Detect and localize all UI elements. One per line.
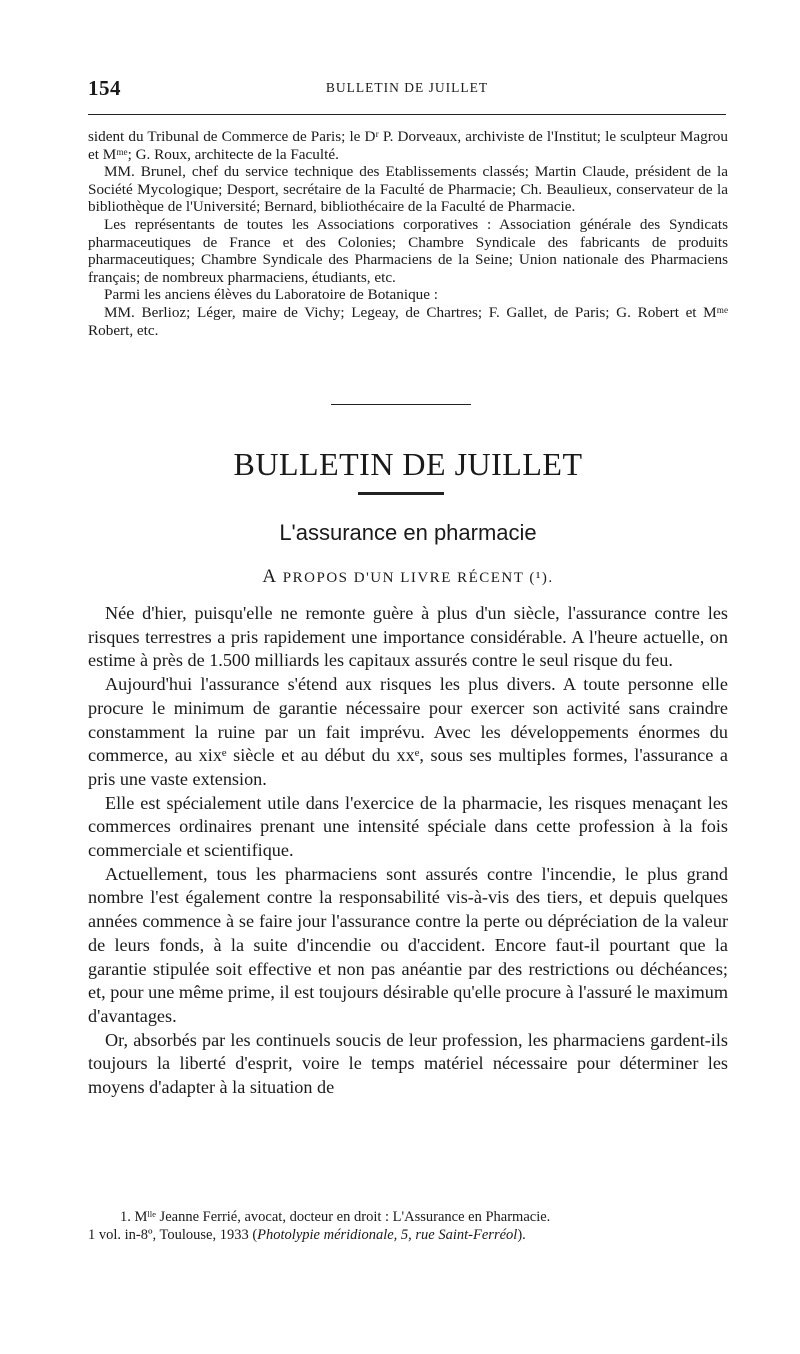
bulletin-title: BULLETIN DE JUILLET	[233, 446, 583, 482]
paragraph: Parmi les anciens élèves du Laboratoire de Botanique :	[104, 286, 439, 304]
previous-section-text	[88, 128, 728, 339]
footnote	[88, 1208, 728, 1244]
paragraph: MM. Berlioz; Léger, maire de Vichy; Legeay, de Chartres; F. Gallet, de Paris; G. Robert et Mᵐᵉ Robert, etc.	[88, 303, 728, 339]
page-number: 154	[88, 76, 121, 100]
paragraph: MM. Brunel, chef du service technique des Etablissements classés; Martin Claude, président de la Société Mycologique; Desport, secrétaire de la Faculté de Pharmacie; Ch. Beaulieux, conservateur de la bibliothèque de l'Université; Bernard, bibliothécaire de la Faculté de Pharmacie.	[88, 163, 728, 216]
paragraph: Aujourd'hui l'assurance s'étend aux risques les plus divers. A toute personne elle procure le minimum de garantie nécessaire pour exercer son activité sans craindre constamment la ruine par un fait imprévu. Avec les développements énormes du commerce, au xixᵉ siècle et au début du xxᵉ, sous ses multiples formes, l'assurance a pris une vaste extension.	[88, 674, 728, 789]
header-rule	[88, 114, 726, 115]
footnote-text: 1 vol. in-8º, Toulouse, 1933 (	[88, 1227, 258, 1243]
paragraph: sident du Tribunal de Commerce de Paris; le Dʳ P. Dorveaux, archiviste de l'Institut; le sculpteur Magrou et Mᵐᵉ; G. Roux, architecte de la Faculté.	[88, 128, 728, 163]
section-divider	[331, 404, 471, 405]
footnote-line	[88, 1226, 728, 1244]
paragraph: Née d'hier, puisqu'elle ne remonte guère à plus d'un siècle, l'assurance contre les risques terrestres a pris rapidement une importance considérable. A l'heure actuelle, on estime à près de 1.500 milliards les capitaux assurés contre le seul risque du feu.	[88, 603, 728, 671]
running-head: BULLETIN DE JUILLET	[325, 80, 489, 95]
article-title: L'assurance en pharmacie	[279, 520, 537, 545]
footnote-text: ).	[517, 1227, 526, 1243]
subtitle-text: PROPOS D'UN LIVRE RÉCENT	[282, 570, 525, 586]
page-header	[88, 74, 726, 104]
footnote-line: 1. Mˡˡᵉ Jeanne Ferrié, avocat, docteur en droit : L'Assurance en Pharmacie.	[120, 1209, 551, 1225]
subtitle-initial: A	[262, 566, 278, 587]
paragraph: Les représentants de toutes les Associations corporatives : Association générale des Syndicats pharmaceutiques de France et des Colonies; Chambre Syndicale des fabricants de produits pharmaceutiques; Chambre Syndicale des Pharmaciens de la Seine; Union nationale des Pharmaciens français; de nombreux pharmaciens, étudiants, etc.	[88, 215, 728, 286]
paragraph: Or, absorbés par les continuels soucis de leur profession, les pharmaciens gardent-ils toujours la liberté d'esprit, voire le temps matériel nécessaire pour déterminer les moyens d'adapter à la situation de	[88, 1029, 728, 1098]
article-subtitle	[88, 566, 728, 588]
paragraph: Actuellement, tous les pharmaciens sont assurés contre l'incendie, le plus grand nombre l'est également contre la responsabilité vis-à-vis des tiers, et depuis quelques années commence à se faire jour l'assurance contre la perte ou dépréciation de la valeur de leurs fonds, à la suite d'incendie ou d'accident. Encore faut-il pourtant que la garantie stipulée soit effective et non pas anéantie par des restrictions ou déchéances; et, pour une même prime, il est toujours désirable qu'elle procure à l'assuré le maximum d'avantages.	[88, 863, 728, 1026]
footnote-ref: (¹).	[529, 570, 554, 586]
paragraph: Elle est spécialement utile dans l'exercice de la pharmacie, les risques menaçant les commerces ordinaires prenant une intensité spéciale dans cette profession à la fois commerciale et scientifique.	[88, 792, 728, 861]
article-body	[88, 602, 728, 1100]
title-rule	[358, 492, 444, 495]
footnote-publisher: Photolypie méridionale, 5, rue Saint-Ferréol	[257, 1227, 518, 1243]
